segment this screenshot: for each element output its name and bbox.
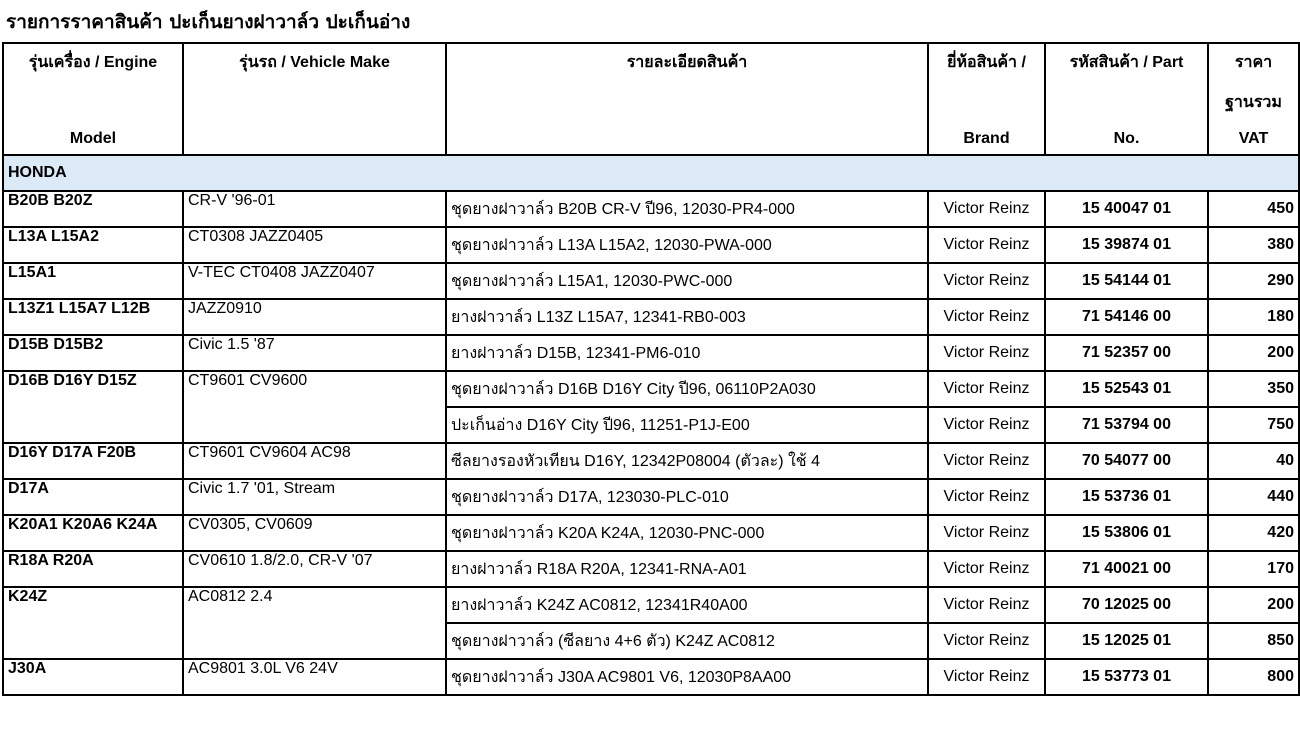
part-no-cell: 15 40047 01	[1045, 191, 1208, 227]
engine-model-cell: B20B B20Z	[3, 191, 183, 227]
table-row	[3, 443, 1299, 479]
description-cell: ชุดยางฝาวาล์ว B20B CR-V ปี96, 12030-PR4-000	[446, 191, 928, 227]
engine-model-cell: D17A	[3, 479, 183, 515]
part-no-cell: 70 12025 00	[1045, 587, 1208, 623]
brand-cell: Victor Reinz	[928, 191, 1045, 227]
table-row	[3, 587, 1299, 623]
part-no-cell: 70 54077 00	[1045, 443, 1208, 479]
engine-model-cell: K20A1 K20A6 K24A	[3, 515, 183, 551]
table-row	[3, 191, 1299, 227]
brand-cell: Victor Reinz	[928, 623, 1045, 659]
vehicle-make-cell: AC0812 2.4	[183, 587, 446, 659]
price-cell: 200	[1208, 335, 1299, 371]
table-row	[3, 335, 1299, 371]
part-no-cell: 15 52543 01	[1045, 371, 1208, 407]
description-cell: ชุดยางฝาวาล์ว J30A AC9801 V6, 12030P8AA00	[446, 659, 928, 695]
table-row	[3, 227, 1299, 263]
price-cell: 350	[1208, 371, 1299, 407]
engine-model-cell: L13A L15A2	[3, 227, 183, 263]
table-row	[3, 479, 1299, 515]
price-cell: 200	[1208, 587, 1299, 623]
group-row-honda	[3, 155, 1299, 191]
description-cell: ยางฝาวาล์ว L13Z L15A7, 12341-RB0-003	[446, 299, 928, 335]
part-no-cell: 15 39874 01	[1045, 227, 1208, 263]
vehicle-make-cell: Civic 1.5 '87	[183, 335, 446, 371]
vehicle-make-cell: AC9801 3.0L V6 24V	[183, 659, 446, 695]
header-description-label: รายละเอียดสินค้า	[626, 54, 748, 71]
brand-cell: Victor Reinz	[928, 371, 1045, 407]
table-row	[3, 263, 1299, 299]
engine-model-cell: J30A	[3, 659, 183, 695]
description-cell: ชุดยางฝาวาล์ว L13A L15A2, 12030-PWA-000	[446, 227, 928, 263]
engine-model-cell: K24Z	[3, 587, 183, 659]
header-vehicle-label: รุ่นรถ / Vehicle Make	[239, 54, 390, 71]
price-table	[2, 42, 1300, 696]
part-no-cell: 71 40021 00	[1045, 551, 1208, 587]
description-cell: ชุดยางฝาวาล์ว L15A1, 12030-PWC-000	[446, 263, 928, 299]
vehicle-make-cell: V-TEC CT0408 JAZZ0407	[183, 263, 446, 299]
brand-cell: Victor Reinz	[928, 659, 1045, 695]
header-engine-model	[3, 43, 183, 155]
header-description	[446, 43, 928, 155]
vehicle-make-cell: CR-V '96-01	[183, 191, 446, 227]
price-cell: 170	[1208, 551, 1299, 587]
part-no-cell: 15 12025 01	[1045, 623, 1208, 659]
vehicle-make-cell: Civic 1.7 '01, Stream	[183, 479, 446, 515]
table-row	[3, 659, 1299, 695]
price-cell: 800	[1208, 659, 1299, 695]
header-brand	[928, 43, 1045, 155]
vehicle-make-cell: CT9601 CV9604 AC98	[183, 443, 446, 479]
description-cell: ชุดยางฝาวาล์ว (ซีลยาง 4+6 ตัว) K24Z AC0812	[446, 623, 928, 659]
header-part-top: รหัสสินค้า / Part	[1069, 54, 1184, 71]
engine-model-cell: D16B D16Y D15Z	[3, 371, 183, 443]
engine-model-cell: D16Y D17A F20B	[3, 443, 183, 479]
description-cell: ยางฝาวาล์ว K24Z AC0812, 12341R40A00	[446, 587, 928, 623]
table-body	[3, 155, 1299, 695]
brand-cell: Victor Reinz	[928, 227, 1045, 263]
engine-model-cell: D15B D15B2	[3, 335, 183, 371]
header-price	[1208, 43, 1299, 155]
vehicle-make-cell: CT0308 JAZZ0405	[183, 227, 446, 263]
header-brand-top: ยี่ห้อสินค้า /	[947, 54, 1026, 71]
part-no-cell: 15 54144 01	[1045, 263, 1208, 299]
brand-cell: Victor Reinz	[928, 407, 1045, 443]
part-no-cell: 71 53794 00	[1045, 407, 1208, 443]
engine-model-cell: L13Z1 L15A7 L12B	[3, 299, 183, 335]
brand-cell: Victor Reinz	[928, 479, 1045, 515]
header-price-line1: ราคา	[1234, 54, 1273, 71]
engine-model-cell: L15A1	[3, 263, 183, 299]
price-cell: 40	[1208, 443, 1299, 479]
part-no-cell: 71 52357 00	[1045, 335, 1208, 371]
table-row	[3, 299, 1299, 335]
page-title: รายการราคาสินค้า ปะเก็นยางฝาวาล์ว ปะเก็นอ่าง	[6, 11, 411, 33]
vehicle-make-cell: JAZZ0910	[183, 299, 446, 335]
table-row	[3, 371, 1299, 407]
description-cell: ปะเก็นอ่าง D16Y City ปี96, 11251-P1J-E00	[446, 407, 928, 443]
part-no-cell: 15 53806 01	[1045, 515, 1208, 551]
price-cell: 420	[1208, 515, 1299, 551]
brand-cell: Victor Reinz	[928, 551, 1045, 587]
group-label: HONDA	[3, 155, 1299, 191]
price-cell: 440	[1208, 479, 1299, 515]
header-vehicle-make	[183, 43, 446, 155]
header-engine-label: รุ่นเครื่อง / Engine	[28, 54, 158, 71]
description-cell: ซีลยางรองหัวเทียน D16Y, 12342P08004 (ตัวละ) ใช้ 4	[446, 443, 928, 479]
table-row	[3, 551, 1299, 587]
part-no-cell: 15 53773 01	[1045, 659, 1208, 695]
price-cell: 750	[1208, 407, 1299, 443]
price-cell: 380	[1208, 227, 1299, 263]
brand-cell: Victor Reinz	[928, 299, 1045, 335]
brand-cell: Victor Reinz	[928, 515, 1045, 551]
part-no-cell: 15 53736 01	[1045, 479, 1208, 515]
brand-cell: Victor Reinz	[928, 263, 1045, 299]
price-cell: 290	[1208, 263, 1299, 299]
engine-model-cell: R18A R20A	[3, 551, 183, 587]
header-price-line2: ฐานรวม	[1225, 94, 1282, 111]
brand-cell: Victor Reinz	[928, 443, 1045, 479]
vehicle-make-cell: CT9601 CV9600	[183, 371, 446, 443]
vehicle-make-cell: CV0610 1.8/2.0, CR-V '07	[183, 551, 446, 587]
header-row	[3, 43, 1299, 155]
price-cell: 180	[1208, 299, 1299, 335]
description-cell: ชุดยางฝาวาล์ว D16B D16Y City ปี96, 06110P2A030	[446, 371, 928, 407]
description-cell: ชุดยางฝาวาล์ว K20A K24A, 12030-PNC-000	[446, 515, 928, 551]
header-brand-bottom: Brand	[963, 130, 1010, 147]
brand-cell: Victor Reinz	[928, 587, 1045, 623]
description-cell: ชุดยางฝาวาล์ว D17A, 123030-PLC-010	[446, 479, 928, 515]
description-cell: ยางฝาวาล์ว R18A R20A, 12341-RNA-A01	[446, 551, 928, 587]
price-cell: 450	[1208, 191, 1299, 227]
header-part-no	[1045, 43, 1208, 155]
header-price-line3: VAT	[1238, 130, 1269, 147]
price-cell: 850	[1208, 623, 1299, 659]
brand-cell: Victor Reinz	[928, 335, 1045, 371]
header-part-bottom: No.	[1113, 130, 1140, 147]
table-row	[3, 515, 1299, 551]
description-cell: ยางฝาวาล์ว D15B, 12341-PM6-010	[446, 335, 928, 371]
part-no-cell: 71 54146 00	[1045, 299, 1208, 335]
vehicle-make-cell: CV0305, CV0609	[183, 515, 446, 551]
header-model-label: Model	[69, 130, 117, 147]
